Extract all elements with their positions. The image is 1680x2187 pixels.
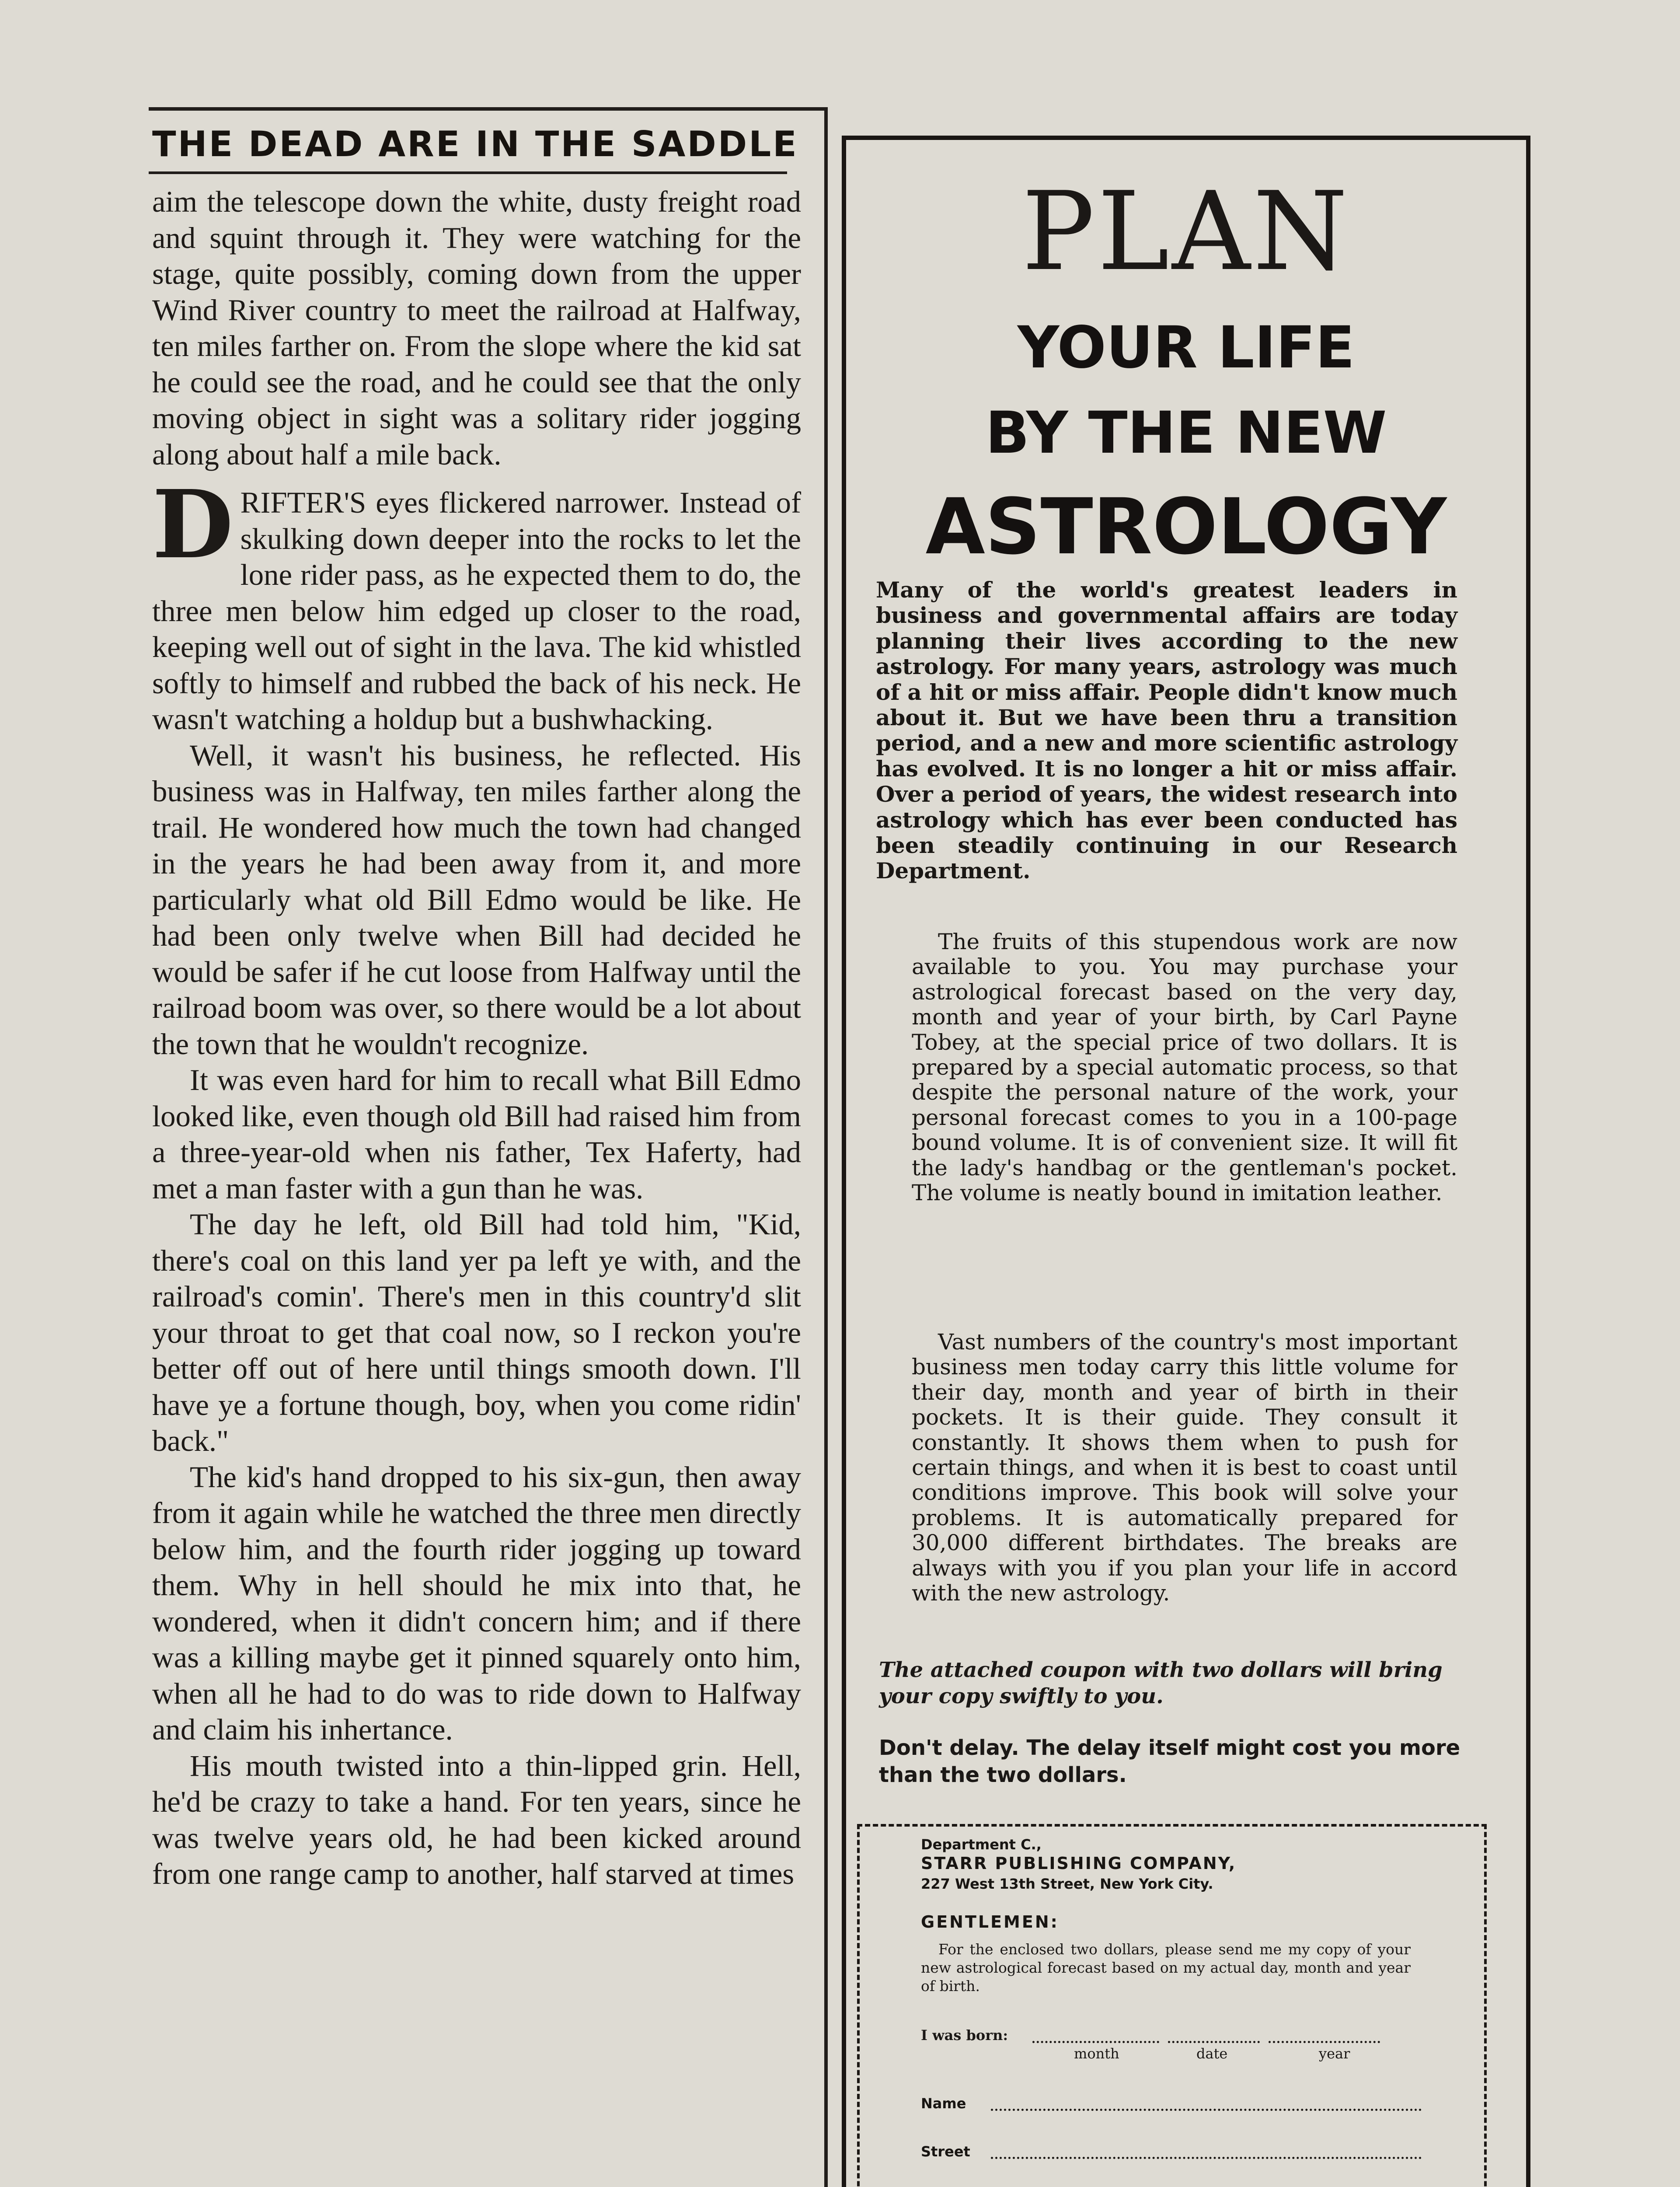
- ad-dont-delay: Don't delay. The delay itself might cost you more than the two dollars.: [879, 1736, 1460, 1787]
- story-paragraph: His mouth twisted into a thin-lipped grin. Hell, he'd be crazy to take a hand. For ten years, since he was twelve years old, he had been kicked around from one range camp to another, half starved at times: [152, 1749, 801, 1890]
- birth-date-field[interactable]: [1168, 2041, 1260, 2043]
- story-paragraph-dropcap: [152, 470, 801, 737]
- ad-headline-your-life: YOUR LIFE: [1017, 314, 1355, 381]
- street-label: Street: [921, 2143, 970, 2160]
- birth-month-field[interactable]: [1032, 2041, 1159, 2043]
- story-paragraph: The kid's hand dropped to his six-gun, then away from it again while he watched the three men directly below him, and the fourth rider jogging up toward them. Why in hell should he mix into that, he wondered, when it didn't concern him; and if there was a killing maybe get it pinned squarely onto him, when all he had to do was to ride down to Halfway and claim his inhertance.: [152, 1460, 801, 1746]
- story-text: [152, 184, 801, 1892]
- story-paragraph: Well, it wasn't his business, he reflected. His business was in Halfway, ten miles farther along the trail. He wondered how much the town had changed in the years he had been away from it, and more particularly what old Bill Edmo would be like. He had been only twelve when Bill had decided he would be safer if he cut loose from Halfway until the railroad boom was over, so there would be a lot about the town that he wouldn't recognize.: [152, 738, 801, 1061]
- coupon-salutation: GENTLEMEN:: [921, 1912, 1059, 1932]
- name-field[interactable]: [991, 2109, 1422, 2111]
- top-rule: [149, 107, 828, 111]
- column-divider: [824, 107, 828, 2187]
- header-underline: [149, 171, 787, 174]
- coupon-body: For the enclosed two dollars, please send me my copy of your new astrological forecast based on my actual day, month and year of birth.: [921, 1941, 1411, 1995]
- month-caption: month: [1074, 2045, 1119, 2062]
- date-caption: date: [1196, 2045, 1228, 2062]
- ad-paragraph-business-men: Vast numbers of the country's most important business men today carry this little volume for their day, month and year of birth in their pockets. It is their guide. They consult it constantly. It shows them when to push for certain things, and when it is best to coast until conditions improve. This book will solve your problems. It is automatically prepared for 30,000 different birthdates. The breaks are always with you if you plan your life in accord with the new astrology.: [912, 1329, 1457, 1606]
- ad-coupon-note: The attached coupon with two dollars will bring your copy swiftly to you.: [879, 1658, 1443, 1708]
- ad-headline-by-the-new: BY THE NEW: [985, 399, 1387, 467]
- year-caption: year: [1319, 2045, 1350, 2062]
- drop-cap: D: [152, 470, 234, 580]
- ad-headline-astrology: ASTROLOGY: [925, 482, 1447, 572]
- order-coupon: [857, 1824, 1487, 2187]
- street-field[interactable]: [991, 2157, 1422, 2159]
- ad-paragraph-leaders: Many of the world's greatest leaders in business and governmental affairs are today planning their lives according to the new astrology. For many years, astrology was much of a hit or miss affair. People didn't know much about it. But we have been thru a transition period, and a new and more scientific astrology has evolved. It is no longer a hit or miss affair. Over a period of years, the widest research into astrology which has ever been conducted has been steadily continuing in our Research Department.: [876, 577, 1457, 884]
- coupon-company: STARR PUBLISHING COMPANY,: [921, 1854, 1237, 1873]
- born-label: I was born:: [921, 2027, 1008, 2044]
- story-paragraph: It was even hard for him to recall what Bill Edmo looked like, even though old Bill had raised him from a three-year-old when nis father, Tex Haferty, had met a man faster with a gun than he was.: [152, 1063, 801, 1205]
- ad-paragraph-fruits: The fruits of this stupendous work are now available to you. You may purchase your astrological forecast based on the very day, month and year of your birth, by Carl Payne Tobey, at the special price of two dollars. It is prepared by a special automatic process, so that despite the personal nature of the work, your personal forecast comes to you in a 100-page bound volume. It is of convenient size. It will fit the lady's handbag or the gentleman's pocket. The volume is neatly bound in imitation leather.: [912, 929, 1457, 1206]
- name-label: Name: [921, 2095, 966, 2112]
- coupon-department: Department C.,: [921, 1836, 1042, 1853]
- story-paragraph: aim the telescope down the white, dusty freight road and squint through it. They were watching for the stage, quite possibly, coming down from the upper Wind River country to meet the railroad at Halfway, ten miles farther on. From the slope where the kid sat he could see the road, and he could see that the only moving object in sight was a solitary rider jogging along about half a mile back.: [152, 185, 801, 471]
- story-paragraph-text: RIFTER'S eyes flickered narrower. Instead of skulking down deeper into the rocks to let the lone rider pass, as he expected them to do, the three men below him edged up closer to the road, keeping well out of sight in the lava. The kid whistled softly to himself and rubbed the back of his neck. He wasn't watching a holdup but a bushwhacking.: [152, 486, 801, 736]
- coupon-address: 227 West 13th Street, New York City.: [921, 1876, 1213, 1892]
- ad-headline-plan: PLAN: [1021, 169, 1351, 295]
- birth-year-field[interactable]: [1269, 2041, 1380, 2043]
- story-paragraph: The day he left, old Bill had told him, "Kid, there's coal on this land yer pa left ye with, and the railroad's comin'. There's men in this country'd slit your throat to get that coal now, so I reckon you're better off out of here until things smooth down. I'll have ye a fortune though, boy, when you come ridin' back.": [152, 1208, 801, 1457]
- running-header: THE DEAD ARE IN THE SADDLE: [152, 124, 798, 164]
